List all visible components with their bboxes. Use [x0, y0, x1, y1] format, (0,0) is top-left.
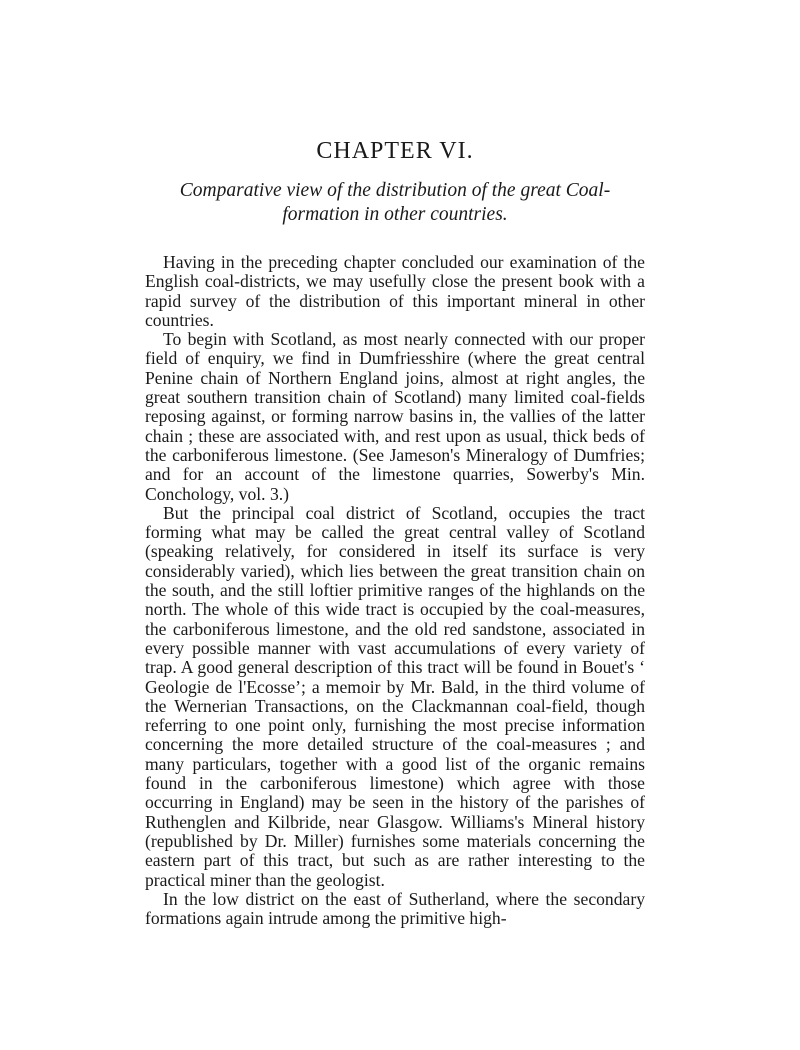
chapter-heading: CHAPTER VI. [316, 138, 474, 164]
chapter-subtitle-line: Comparative view of the distribution of the great Coal- [179, 180, 611, 201]
body-text [145, 253, 645, 928]
chapter-subtitle [145, 179, 645, 227]
paragraph: In the low district on the east of Sutherland, where the secondary formations again intrude among the primitive high- [145, 888, 645, 929]
book-page [145, 138, 645, 928]
paragraph: Having in the preceding chapter concluded our examination of the English coal-districts, we may usefully close the present book with a rapid survey of the distribution of this important mineral in other countries. [145, 252, 645, 330]
paragraph: But the principal coal district of Scotland, occupies the tract forming what may be called the great central valley of Scotland (speaking relatively, for considered in itself its surface is very considerably varied), which lies between the great transition chain on the south, and the still loftier primitive ranges of the highlands on the north. The whole of this wide tract is occupied by the coal-measures, the carboniferous limestone, and the old red sandstone, associated in every possible manner with vast accumulations of every variety of trap. A good general description of this tract will be found in Bouet's ‘ Geologie de l'Ecosse’; a memoir by Mr. Bald, in the third volume of the Wernerian Transactions, on the Clackmannan coal-field, though referring to one point only, furnishing the most precise information concerning the more detailed structure of the coal-measures ; and many particulars, together with a good list of the organic remains found in the carboniferous limestone) which agree with those occurring in England) may be seen in the history of the parishes of Ruthenglen and Kilbride, near Glasgow. Williams's Mineral history (republished by Dr. Miller) furnishes some materials concerning the eastern part of this tract, but such as are rather interesting to the practical miner than the geologist. [145, 502, 645, 890]
chapter-subtitle-line: formation in other countries. [282, 204, 508, 225]
paragraph: To begin with Scotland, as most nearly connected with our proper field of enquiry, we find in Dumfriesshire (where the great central Penine chain of Northern England joins, almost at right angles, the great southern transition chain of Scotland) many limited coal-fields reposing against, or forming narrow basins in, the vallies of the latter chain ; these are associated with, and rest upon as usual, thick beds of the carboniferous limestone. (See Jameson's Mineralogy of Dumfries; and for an account of the limestone quarries, Sowerby's Min. Conchology, vol. 3.) [145, 329, 645, 504]
